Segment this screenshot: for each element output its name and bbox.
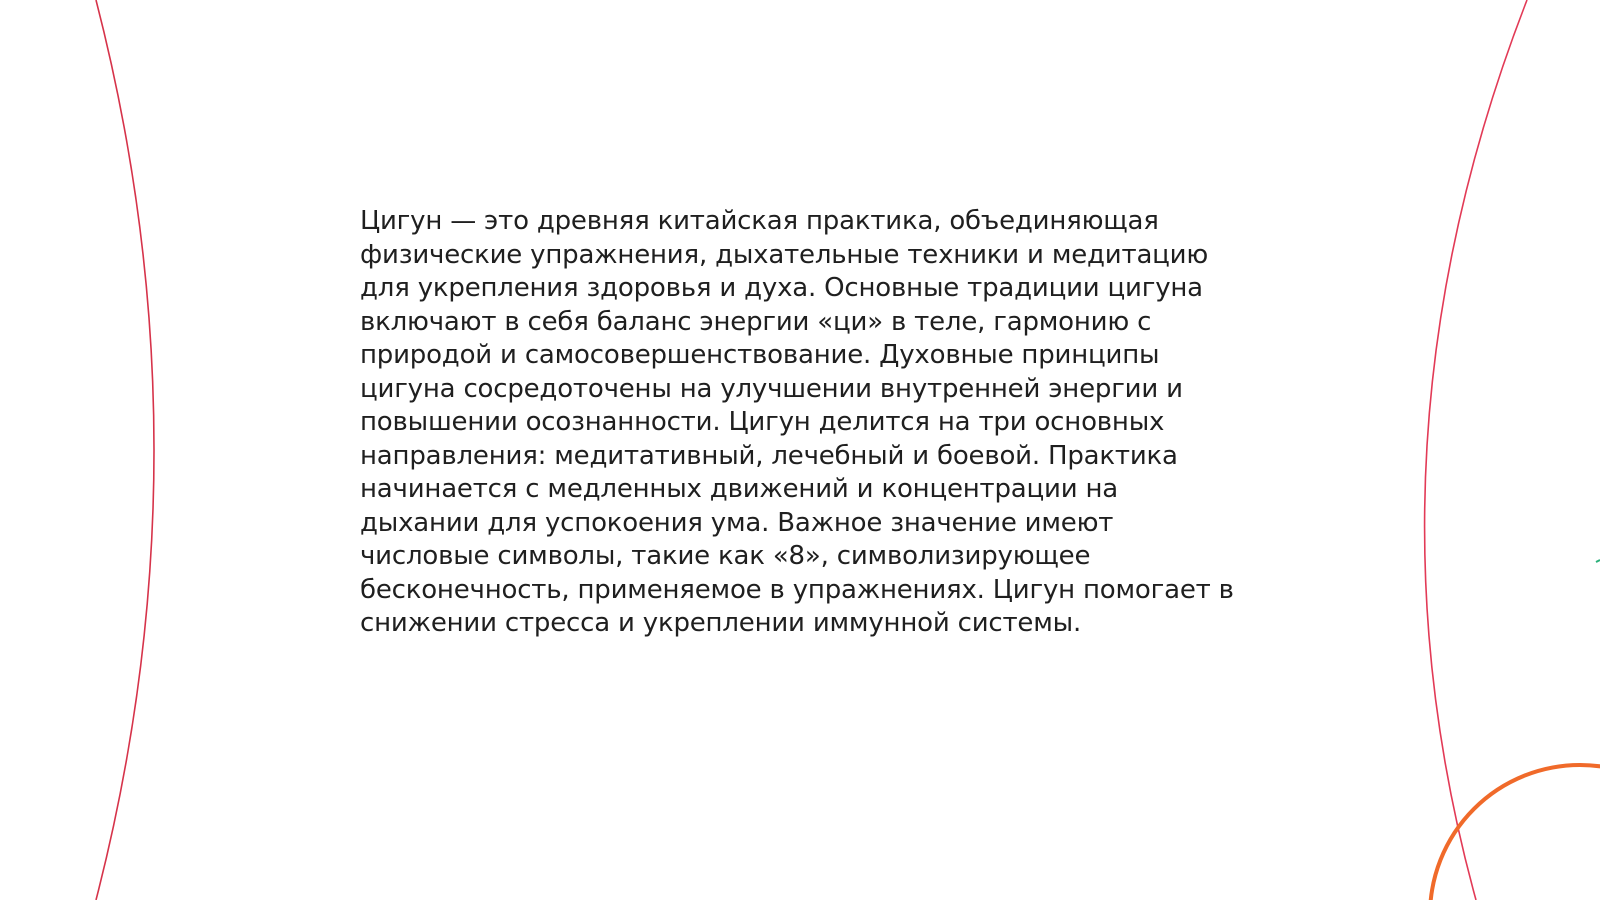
body-paragraph: Цигун — это древняя китайская практика, объединяющая физические упражнения, дыхательные техники и медитацию для укрепления здоровья и духа. Основные традиции цигуна включают в себя баланс энергии «ци» в теле, гармонию с природой и самосовершенствование. Духовные принципы цигуна сосредоточены на улучшении внутренней энергии и повышении осознанности. Цигун делится на три основных направления: медитативный, лечебный и боевой. Практика начинается с медленных движений и концентрации на дыхании для успокоения ума. Важное значение имеют числовые символы, такие как «8», символизирующее бесконечность, применяемое в упражнениях. Цигун помогает в снижении стресса и укреплении иммунной системы. [360, 206, 1234, 638]
left-arc-decoration [96, 0, 154, 900]
corner-circle-decoration [1430, 765, 1600, 900]
small-accent-decoration [1596, 560, 1600, 562]
right-arc-decoration [1425, 0, 1527, 900]
